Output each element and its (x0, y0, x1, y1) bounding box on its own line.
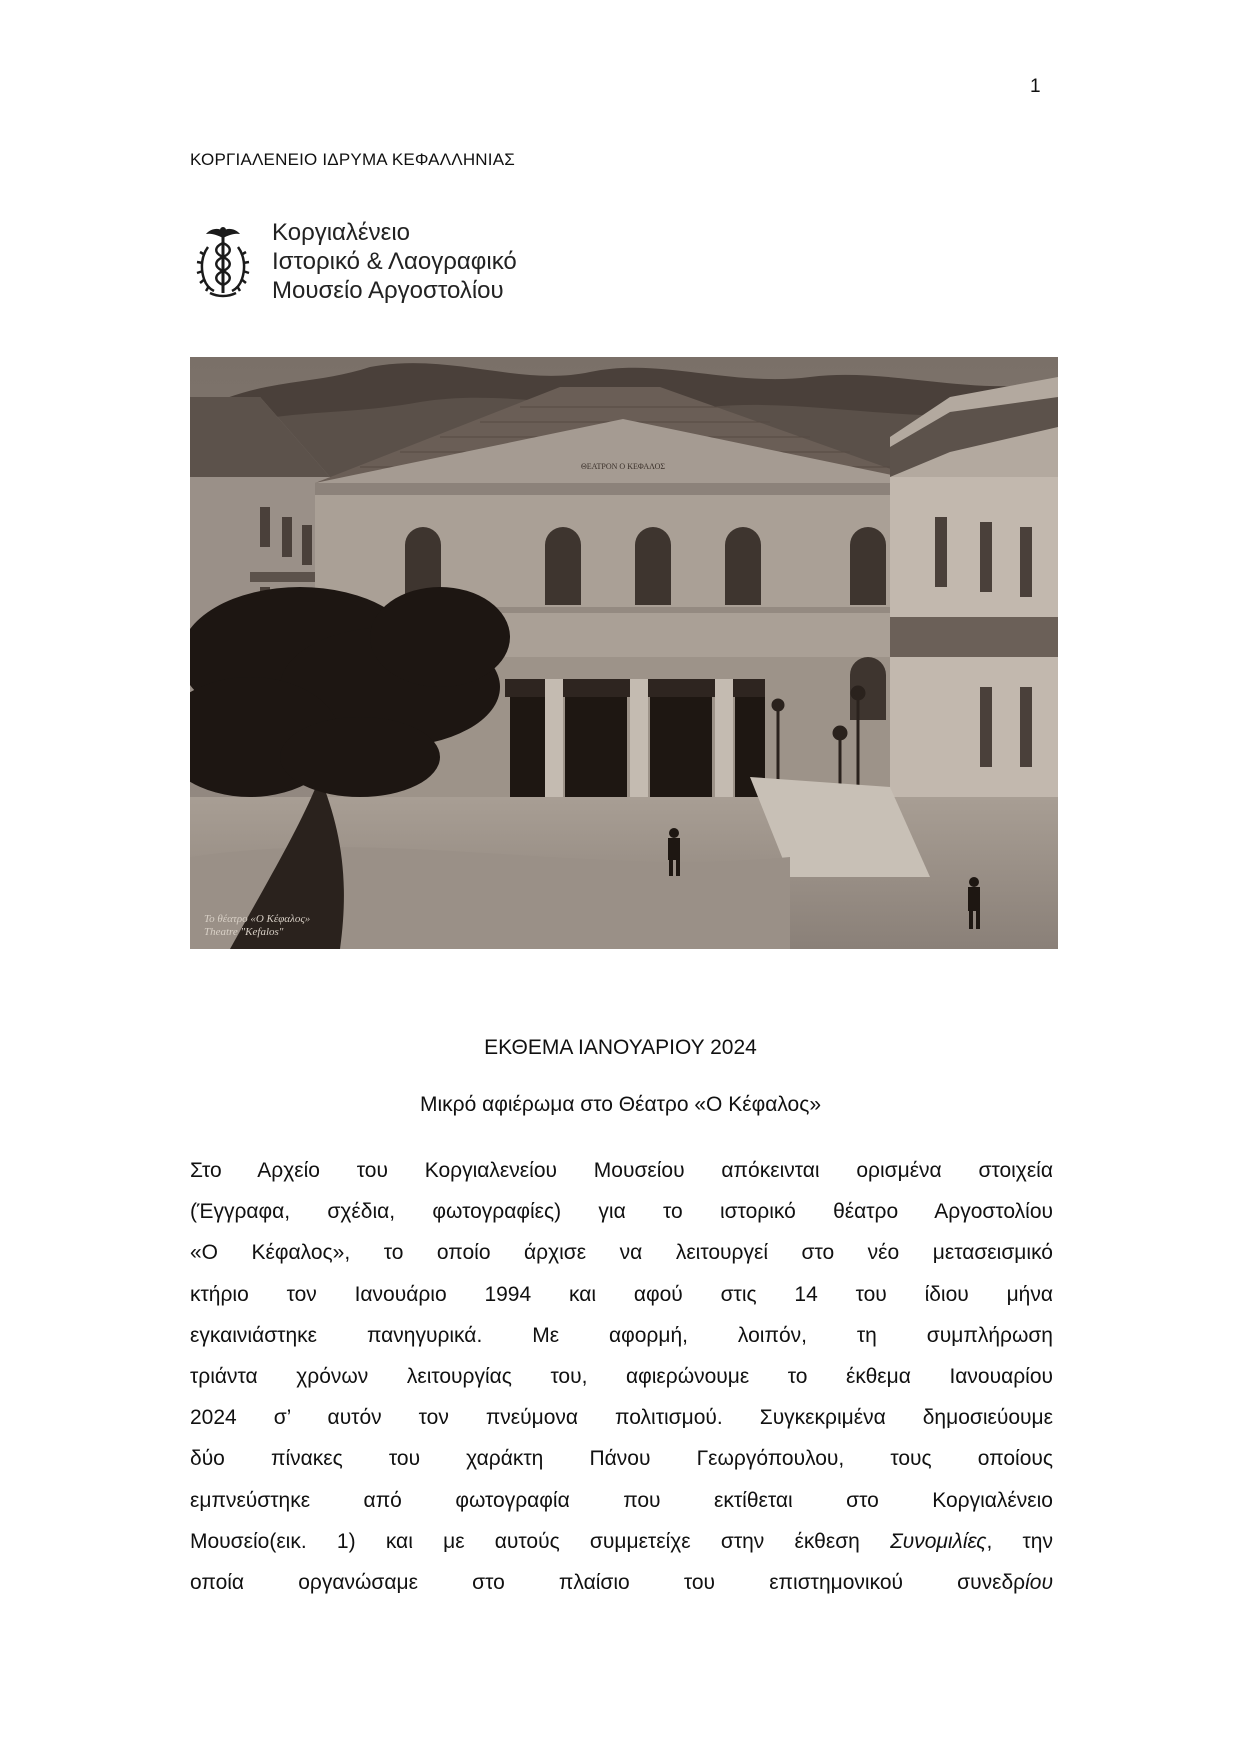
body-line: δύο πίνακες του χαράκτη Πάνου Γεωργόπουλου, τους οποίους (190, 1447, 1053, 1471)
body-text-segment: , την (986, 1529, 1053, 1553)
body-line: κτήριο τον Ιανουάριο 1994 και αφού στις 14 του ίδιου μήνα (190, 1282, 1053, 1306)
exhibit-title: ΕΚΘΕΜΑ ΙΑΝΟΥΑΡΙΟΥ 2024 (484, 1036, 757, 1059)
body-line (190, 1562, 1053, 1603)
caduceus-emblem-icon (192, 225, 254, 299)
photo-caption (204, 913, 310, 939)
logo-line: Μουσείο Αργοστολίου (272, 277, 504, 304)
facade-inscription: ΘΕΑΤΡΟΝ Ο ΚΕΦΑΛΟΣ (580, 462, 666, 471)
body-line: «Ο Κέφαλος», το οποίο άρχισε να λειτουργεί στο νέο μετασεισμικό (190, 1241, 1053, 1265)
page-number: 1 (1030, 76, 1041, 97)
exhibit-subtitle: Μικρό αφιέρωμα στο Θέατρο «Ο Κέφαλος» (419, 1093, 822, 1116)
logo-line: Ιστορικό & Λαογραφικό (272, 248, 517, 275)
theatre-photograph (190, 357, 1058, 949)
body-text-segment: Μουσείο(εικ. 1) και με αυτούς συμμετείχε στην έκθεση (190, 1529, 891, 1553)
museum-logo (192, 218, 517, 305)
body-text-segment: οποία οργανώσαμε στο πλαίσιο του επιστημονικού συνεδρ (190, 1571, 1026, 1595)
photo-caption-line: Το θέατρο «Ο Κέφαλος» (204, 913, 311, 925)
body-text-italic: ίου (1025, 1571, 1053, 1595)
body-line: Στο Αρχείο του Κοργιαλενείου Μουσείου απόκεινται ορισμένα στοιχεία (190, 1159, 1053, 1182)
body-line: εγκαινιάστηκε πανηγυρικά. Με αφορμή, λοιπόν, τη συμπλήρωση (190, 1323, 1053, 1347)
logo-text (272, 218, 517, 305)
exhibition-title-italic: Συνομιλίες (890, 1529, 987, 1553)
institution-heading: ΚΟΡΓΙΑΛΕΝΕΙΟ ΙΔΡΥΜΑ ΚΕΦΑΛΛΗΝΙΑΣ (190, 150, 515, 169)
body-line: τριάντα χρόνων λειτουργίας του, αφιερώνουμε το έκθεμα Ιανουαρίου (190, 1365, 1053, 1389)
photo-caption-line: Theatre "Kefalos" (204, 926, 284, 938)
logo-line: Κοργιαλένειο (272, 219, 410, 246)
body-line: 2024 σ’ αυτόν τον πνεύμονα πολιτισμού. Συγκεκριμένα δημοσιεύουμε (190, 1406, 1053, 1430)
body-paragraph (190, 1150, 1053, 1603)
body-line (190, 1521, 1053, 1562)
body-line: (Έγγραφα, σχέδια, φωτογραφίες) για το ιστορικό θέατρο Αργοστολίου (190, 1200, 1053, 1224)
body-line: εμπνεύστηκε από φωτογραφία που εκτίθεται στο Κοργιαλένειο (190, 1488, 1053, 1512)
